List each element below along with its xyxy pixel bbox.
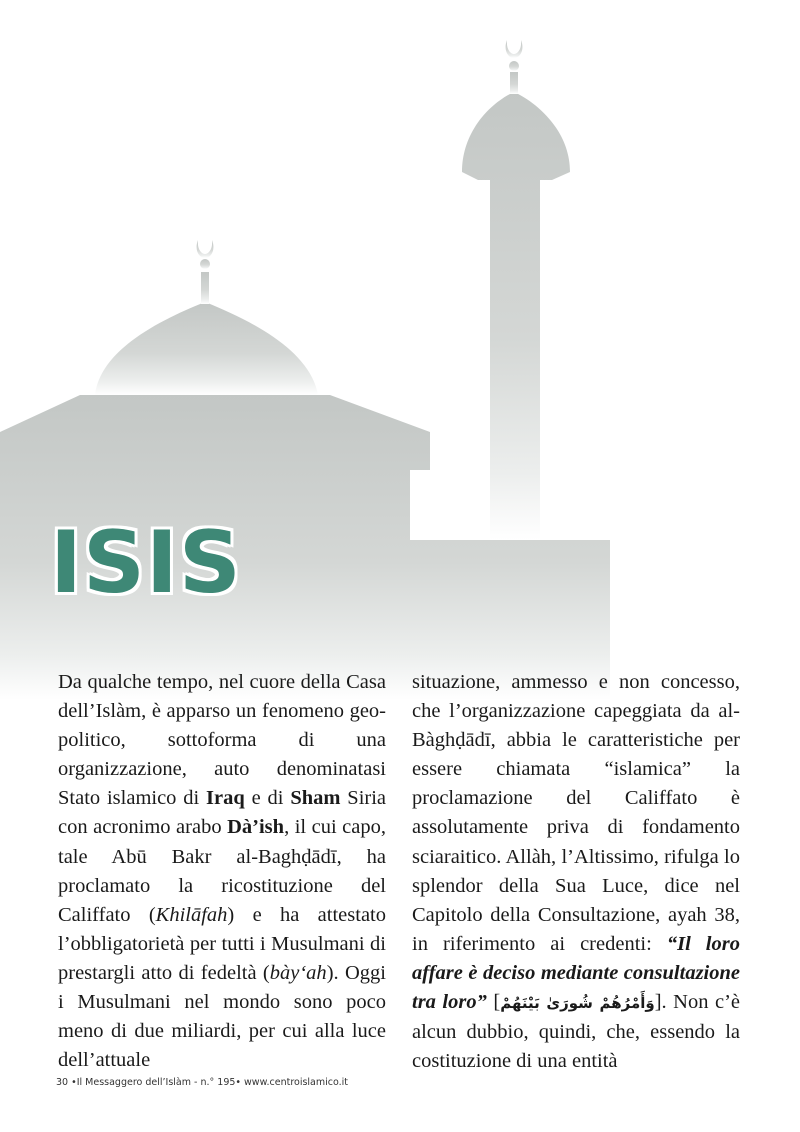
right-paragraph (412, 668, 740, 1076)
left-column-text-run: Iraq (206, 787, 245, 810)
right-column-text-run: “Il loro affare è deciso mediante consultazione tra loro” (412, 932, 740, 1014)
right-column-text-run: situazione, ammesso e non concesso, che l’organizzazione capeggiata da al-Bàghḍādī, abbia le caratteristiche per essere chiamata “islamica” la proclamazione del Califfato è assolutamente priva di fondamento sciaraitico. Allàh, l’Altissimo, rifulga lo splendor della Sua Luce, dice nel Capitolo della Consultazione, ayah 38, in riferimento ai credenti: (412, 671, 740, 955)
article-body-right-column (412, 668, 740, 1076)
right-column-text-run: [ (486, 991, 501, 1014)
left-column-text-run: ) e ha attestato l’obbligatorietà per tutti i Musulmani di prestargli atto di fedeltà ( (58, 903, 386, 984)
left-column-text-run: Da qualche tempo, nel cuore della Casa dell’Islàm, è apparso un fenomeno geo-politico, sottoforma di una organizzazione, auto denominatasi Stato islamico di (58, 671, 386, 810)
left-column-text-run: ). Oggi i Musulmani nel mondo sono poco meno di due miliardi, per cui alla luce dell’attuale (58, 961, 386, 1072)
left-column-text-run: e di (244, 787, 291, 810)
left-column-text-run: Khilāfah (155, 903, 228, 926)
left-column-text-run: Siria con acronimo arabo (58, 787, 387, 839)
right-column-text-run: وَأَمْرُهُمْ شُورَىٰ بَيْنَهُمْ (500, 994, 655, 1013)
left-column-text-run: Sham (290, 787, 341, 810)
right-column-text-run: Non c’è alcun dubbio, quindi, che, essendo la costituzione di una entità (412, 991, 740, 1073)
article-title: ISIS (50, 513, 242, 613)
left-column-text-run: bày‘ah (269, 961, 327, 984)
left-column-text-run: , il cui capo, tale Abū Bakr al-Baghḍādī, ha proclamato la ricostituzione del Califfato ( (58, 816, 386, 926)
page-footer: 30 •Il Messaggero dell’Islàm - n.° 195• www.centroislamico.it (56, 1077, 349, 1088)
left-column-text-run: Dà’ish (227, 816, 285, 839)
left-paragraph (58, 668, 386, 1075)
article-body-left-column (58, 668, 386, 1075)
right-column-text-run: ]. (654, 991, 667, 1014)
